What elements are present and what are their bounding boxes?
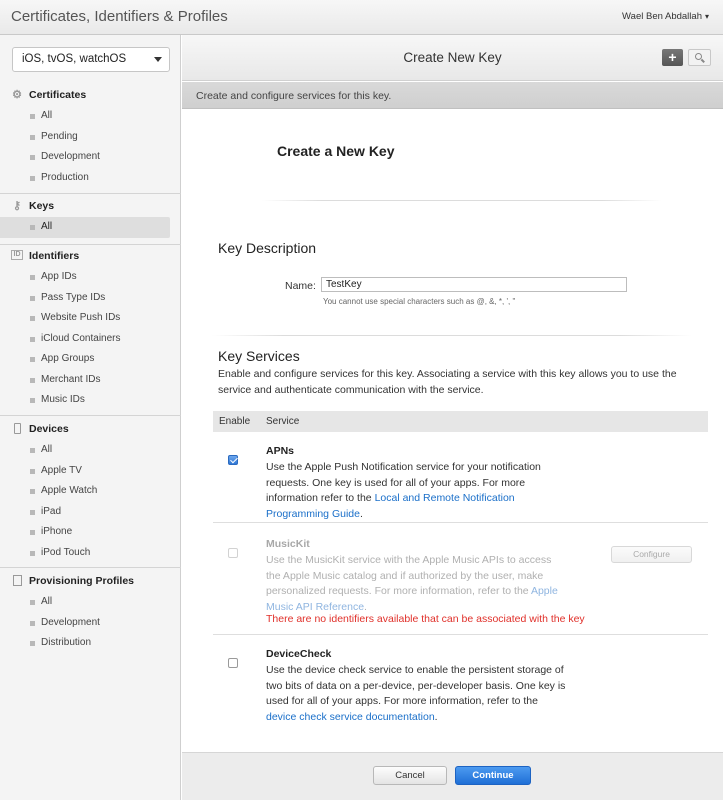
sidebar-item-website-push-ids[interactable]: Website Push IDs: [0, 308, 181, 329]
sidebar-item-music-ids[interactable]: Music IDs: [0, 390, 181, 411]
name-input[interactable]: [321, 277, 627, 292]
user-name: Wael Ben Abdallah: [622, 11, 702, 22]
sidebar-heading-label: Keys: [29, 200, 55, 212]
sidebar-item-apple-tv[interactable]: Apple TV: [0, 461, 181, 482]
sidebar-item-profiles-development[interactable]: Development: [0, 613, 181, 634]
sidebar-heading-provisioning-profiles[interactable]: [0, 572, 181, 592]
service-description: [266, 663, 566, 725]
plus-icon: +: [668, 49, 677, 65]
chevron-down-icon: [154, 57, 162, 62]
service-description-end: .: [434, 710, 438, 723]
sidebar-item-ipod-touch[interactable]: iPod Touch: [0, 543, 181, 564]
document-icon: [11, 575, 23, 587]
key-services-description: Enable and configure services for this key. Associating a service with this key allows you to use the service and authenticate communication with the service.: [218, 368, 677, 396]
sidebar-item-pass-type-ids[interactable]: Pass Type IDs: [0, 288, 181, 309]
sidebar-heading-identifiers[interactable]: [0, 247, 181, 267]
platform-select[interactable]: [12, 47, 170, 72]
id-icon: ID: [11, 250, 23, 260]
platform-select-value: iOS, tvOS, watchOS: [22, 53, 127, 65]
page-title: Create New Key: [403, 50, 502, 65]
app-title: Certificates, Identifiers & Profiles: [11, 8, 228, 25]
apns-checkbox[interactable]: [228, 455, 238, 465]
search-button[interactable]: [688, 49, 711, 66]
page-subtitle: Create and configure services for this key.: [182, 82, 723, 109]
sidebar-heading-keys[interactable]: [0, 197, 181, 217]
key-icon: ⚷: [12, 200, 22, 212]
sidebar-item-merchant-ids[interactable]: Merchant IDs: [0, 370, 181, 391]
sidebar-heading-devices[interactable]: [0, 420, 181, 440]
services-table-header: [213, 411, 708, 432]
main-header: [182, 35, 723, 81]
sidebar-item-certificates-development[interactable]: Development: [0, 147, 181, 168]
sidebar-heading-certificates[interactable]: [0, 86, 181, 106]
sidebar-item-apple-watch[interactable]: Apple Watch: [0, 481, 181, 502]
musickit-error: There are no identifiers available that can be associated with the key: [266, 613, 585, 625]
sidebar-item-certificates-all[interactable]: All: [0, 106, 181, 127]
sidebar-item-certificates-production[interactable]: Production: [0, 168, 181, 189]
sidebar-section-devices: [0, 420, 181, 563]
divider: [262, 200, 662, 201]
sidebar-divider: [0, 244, 181, 245]
key-services-heading: Key Services: [218, 348, 300, 364]
sidebar-item-app-groups[interactable]: App Groups: [0, 349, 181, 370]
cancel-button[interactable]: Cancel: [373, 766, 447, 785]
form-footer: [182, 752, 723, 800]
sidebar-section-keys: [0, 197, 181, 238]
sidebar-section-certificates: [0, 86, 181, 188]
service-description: [266, 460, 566, 522]
sidebar-divider: [0, 567, 181, 568]
sidebar-item-icloud-containers[interactable]: iCloud Containers: [0, 329, 181, 350]
service-description-text: Use the MusicKit service with the Apple Music APIs to access the Apple Music catalog and if authorized by the user, make personalized requests. For more information, refer to the: [266, 554, 552, 597]
service-name: MusicKit: [266, 538, 310, 550]
sidebar-heading-label: Provisioning Profiles: [29, 575, 135, 587]
row-divider: [213, 522, 708, 523]
apns-guide-link[interactable]: Local and Remote Notification Programming Guide: [266, 492, 515, 520]
divider: [212, 335, 692, 336]
name-label: Name:: [285, 280, 316, 292]
top-bar: [0, 0, 723, 35]
chevron-down-icon: ▾: [704, 12, 709, 21]
service-description-end: .: [364, 600, 367, 613]
musickit-checkbox[interactable]: [228, 548, 238, 558]
form-heading: Create a New Key: [277, 143, 395, 159]
sidebar-item-app-ids[interactable]: App IDs: [0, 267, 181, 288]
sidebar-heading-label: Identifiers: [29, 250, 80, 262]
sidebar-heading-label: Devices: [29, 423, 69, 435]
sidebar-item-iphone[interactable]: iPhone: [0, 522, 181, 543]
sidebar-item-profiles-distribution[interactable]: Distribution: [0, 633, 181, 654]
music-api-reference-link[interactable]: Apple Music API Reference: [266, 585, 558, 613]
sidebar-section-identifiers: [0, 247, 181, 411]
key-description-heading: Key Description: [218, 240, 317, 256]
sidebar-item-certificates-pending[interactable]: Pending: [0, 127, 181, 148]
add-button[interactable]: [662, 49, 683, 66]
row-divider: [213, 634, 708, 635]
service-name: APNs: [266, 445, 295, 457]
column-header-service: Service: [266, 416, 300, 427]
column-header-enable: Enable: [219, 416, 251, 427]
gear-icon: ⚙: [12, 89, 22, 101]
sidebar-divider: [0, 193, 181, 194]
user-menu[interactable]: [622, 11, 709, 22]
service-description: [266, 553, 566, 615]
name-hint: You cannot use special characters such as @, &, *, ', ": [323, 297, 516, 306]
service-description-text: Use the Apple Push Notification service for your notification requests. One key is used for all of your apps. For more information refer to the: [266, 461, 541, 504]
service-description-end: .: [359, 507, 363, 520]
sidebar-item-profiles-all[interactable]: All: [0, 592, 181, 613]
create-key-form: [182, 110, 723, 762]
device-icon: [11, 423, 23, 435]
sidebar: [0, 35, 181, 800]
configure-button[interactable]: Configure: [611, 546, 692, 563]
sidebar-item-ipad[interactable]: iPad: [0, 502, 181, 523]
service-description-text: Use the device check service to enable the persistent storage of two bits of data on a per-device, per-developer basis. One key is used for all of your apps. For more information, refer to the: [266, 664, 566, 707]
sidebar-heading-label: Certificates: [29, 89, 87, 101]
device-check-docs-link[interactable]: device check service documentation: [266, 710, 435, 723]
sidebar-item-keys-all[interactable]: All: [0, 217, 170, 238]
search-icon-handle: [701, 59, 705, 63]
sidebar-divider: [0, 415, 181, 416]
sidebar-item-devices-all[interactable]: All: [0, 440, 181, 461]
continue-button[interactable]: Continue: [455, 766, 531, 785]
sidebar-section-provisioning-profiles: [0, 572, 181, 654]
service-name: DeviceCheck: [266, 648, 332, 660]
devicecheck-checkbox[interactable]: [228, 658, 238, 668]
